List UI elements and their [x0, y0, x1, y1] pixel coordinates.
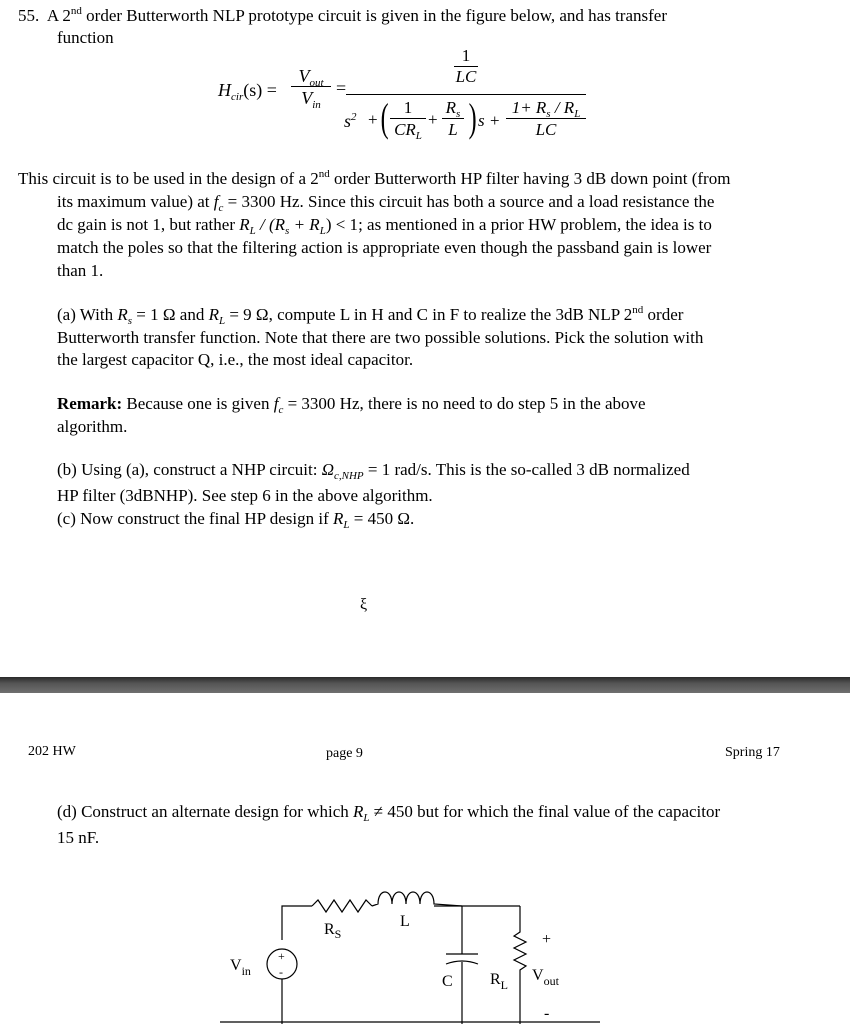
- eq-vout-vin: [291, 66, 331, 109]
- problem-number: 55.: [18, 6, 40, 25]
- label-vin: [230, 957, 251, 978]
- part-a-sup: nd: [632, 304, 644, 316]
- eq-frac3-num-a: 1+ R: [511, 98, 547, 117]
- label-rs: [324, 921, 341, 941]
- para-l2-fsub: c: [218, 202, 224, 214]
- part-d-rl: R: [353, 802, 364, 821]
- part-c-rl-sub: L: [343, 519, 350, 531]
- eq-frac2-num-text: R: [445, 98, 457, 117]
- intro-text: A 2: [46, 6, 71, 25]
- eq-paren-right: ): [468, 95, 477, 140]
- part-d-l1a: (d) Construct an alternate design for which: [57, 802, 353, 821]
- remark-line1: [57, 392, 837, 415]
- part-a-l1a: (a) With: [57, 305, 118, 324]
- eq-frac3-num-b: / R: [550, 98, 575, 117]
- eq-frac1-num: 1: [390, 98, 426, 119]
- problem-intro: [18, 4, 838, 27]
- para-l2-f: f: [213, 192, 219, 211]
- eq-frac3-num-sub1: s: [546, 108, 551, 120]
- remark-l1a: Because one is given: [122, 394, 274, 413]
- eq-frac2-num: [442, 98, 464, 119]
- label-rs-sub: S: [334, 927, 342, 941]
- part-b-l1a: (b) Using (a), construct a NHP circuit:: [57, 460, 322, 479]
- para-l1-sup: nd: [318, 168, 330, 180]
- eq-vout: [291, 66, 331, 87]
- intro-line2: function: [57, 28, 114, 47]
- intro-text-cont: order Butterworth NLP prototype circuit is given in the figure below, and has transfer: [81, 6, 667, 25]
- part-d-line2: 15 nF.: [57, 828, 100, 847]
- remark-line2: algorithm.: [57, 417, 128, 436]
- label-l: L: [400, 913, 410, 930]
- eq-paren-left: (: [380, 95, 389, 140]
- eq-H-sub: cir: [231, 91, 244, 103]
- eq-s2-exp: 2: [351, 111, 357, 123]
- part-a-l1c: = 9 Ω, compute L in H and C in F to realize the 3dB NLP 2: [225, 305, 633, 324]
- part-d-l1b: ≠ 450 but for which the final value of the capacitor: [369, 802, 721, 821]
- eq-s-term: s +: [478, 111, 501, 130]
- para-l3-sub1: L: [249, 225, 256, 237]
- part-c-l1a: (c) Now construct the final HP design if: [57, 509, 334, 528]
- part-c-rl: R: [333, 509, 344, 528]
- para-l2b: = 3300 Hz. Since this circuit has both a source and a load resistance the: [223, 192, 715, 211]
- part-a-rl-sub: L: [218, 315, 226, 327]
- eq-H-arg: (s) =: [243, 80, 277, 100]
- part-c-line1: [57, 507, 837, 530]
- label-vout-sub: out: [543, 974, 559, 988]
- part-a-rs: R: [117, 305, 128, 324]
- inductor-l: [372, 892, 462, 906]
- paragraph-line3: [57, 213, 837, 236]
- part-a-rs-sub: s: [127, 315, 133, 327]
- remark-l1b: = 3300 Hz, there is no need to do step 5 in the above: [283, 394, 646, 413]
- eq-numerator: [454, 46, 478, 87]
- para-l1a: This circuit is to be used in the design of a 2: [18, 169, 319, 188]
- eq-frac1-den-text: CR: [394, 120, 416, 139]
- eq-frac3-num: [506, 98, 586, 119]
- para-l3a: dc gain is not 1, but rather: [57, 215, 240, 234]
- footer-right: Spring 17: [725, 745, 780, 760]
- label-plus: +: [542, 931, 552, 948]
- eq-vin-sub: in: [312, 99, 321, 111]
- para-l3-expr-c: + R: [289, 215, 320, 234]
- eq-frac1-den-sub: L: [415, 130, 422, 142]
- paragraph-line4: match the poles so that the filtering action is appropriate even though the passband gain is lower: [57, 238, 712, 257]
- eq-vin: [291, 87, 331, 109]
- paragraph-line5: than 1.: [57, 261, 104, 280]
- eq-H: H: [218, 80, 231, 100]
- page-divider: [0, 677, 850, 693]
- eq-s: s: [344, 111, 352, 131]
- wire-left-top: [282, 906, 312, 940]
- part-a-l1b: = 1 Ω and: [132, 305, 209, 324]
- eq-frac2-den: L: [448, 120, 458, 139]
- resistor-rs: [312, 900, 372, 912]
- para-l2a: its maximum value) at: [57, 192, 214, 211]
- part-b-omega: Ω: [321, 460, 334, 479]
- part-a-line2: Butterworth transfer function. Note that there are two possible solutions. Pick the solution with: [57, 328, 704, 347]
- source-minus: -: [279, 965, 283, 979]
- eq-s2: [344, 111, 357, 132]
- remark-label: Remark:: [57, 394, 123, 413]
- para-l3-sub2: s: [285, 225, 290, 237]
- eq-num-bot: LC: [455, 67, 477, 86]
- remark-f: f: [273, 394, 279, 413]
- para-l3b: ; as mentioned in a prior HW problem, the idea is to: [358, 215, 712, 234]
- eq-frac2-num-sub: s: [456, 108, 461, 120]
- para-l1b: order Butterworth HP filter having 3 dB down point (from: [329, 169, 731, 188]
- label-vin-sub: in: [241, 964, 251, 978]
- footer-center: page 9: [326, 746, 363, 761]
- part-d-line1: [57, 800, 837, 823]
- label-vin-v: V: [230, 957, 242, 974]
- eq-lhs: [218, 80, 277, 101]
- eq-frac3-num-sub2: L: [574, 108, 581, 120]
- eq-frac1-den: [390, 119, 426, 141]
- para-l3-expr-end: ) < 1: [325, 215, 359, 234]
- circuit-diagram: [220, 880, 600, 1024]
- eq-frac3-den: LC: [535, 120, 557, 139]
- label-vout-v: V: [532, 967, 544, 984]
- part-b-line1: [57, 458, 837, 481]
- intro-sup: nd: [70, 5, 82, 17]
- para-l3-expr-a: R: [239, 215, 250, 234]
- eq-vout-v: V: [298, 66, 310, 86]
- eq-frac1: [390, 98, 426, 141]
- footer-left: 202 HW: [28, 744, 76, 759]
- part-a-rl: R: [208, 305, 219, 324]
- remark-f-sub: c: [278, 404, 284, 416]
- eq-num-top: 1: [461, 46, 471, 65]
- label-rl-sub: L: [500, 978, 509, 992]
- para-l3-sub3: L: [319, 225, 326, 237]
- label-vout: [532, 967, 560, 988]
- part-b-omega-sub: c,NHP: [333, 470, 364, 482]
- part-b-l1b: = 1 rad/s. This is the so-called 3 dB normalized: [363, 460, 690, 479]
- eq-frac3: [506, 98, 586, 141]
- paragraph-line1: [18, 167, 838, 190]
- eq-plus1: +: [368, 110, 378, 129]
- eq-plus2: +: [428, 110, 438, 129]
- label-rl-r: R: [490, 971, 501, 988]
- part-a-l1d: order: [643, 305, 684, 324]
- label-rs-r: R: [324, 921, 335, 938]
- part-a-line1: [57, 303, 837, 326]
- part-a-line3: the largest capacitor Q, i.e., the most ideal capacitor.: [57, 350, 414, 369]
- label-rl: [490, 971, 508, 992]
- source-plus: +: [278, 949, 285, 963]
- paragraph-line2: [57, 190, 837, 213]
- part-b-line2: HP filter (3dBNHP). See step 6 in the above algorithm.: [57, 486, 433, 505]
- label-minus: -: [544, 1005, 550, 1022]
- eq-frac2: [442, 98, 464, 141]
- eq-equals: =: [336, 78, 347, 98]
- transfer-function-equation: [218, 46, 638, 146]
- part-d-rl-sub: L: [363, 812, 370, 824]
- part-c-l1b: = 450 Ω.: [349, 509, 415, 528]
- eq-vin-v: V: [301, 88, 313, 108]
- para-l3-expr-b: / (R: [255, 215, 286, 234]
- label-c: C: [442, 973, 453, 990]
- text-cursor-icon: ξ: [360, 596, 368, 613]
- eq-vout-sub: out: [309, 77, 324, 89]
- resistor-rl: [514, 906, 526, 1024]
